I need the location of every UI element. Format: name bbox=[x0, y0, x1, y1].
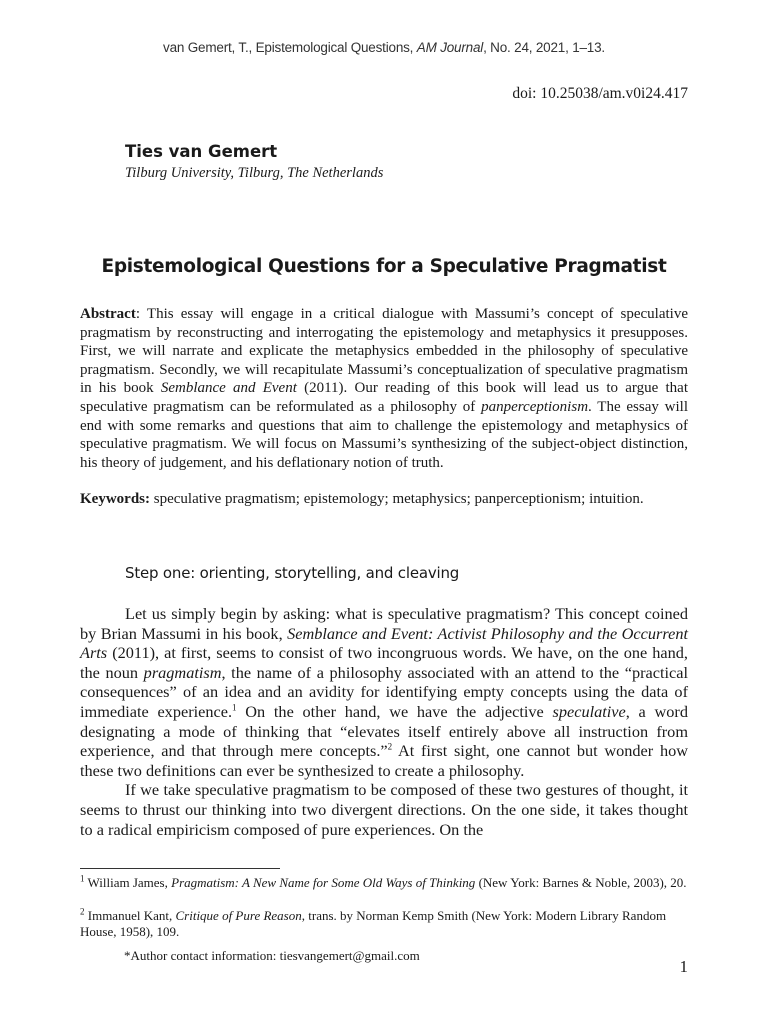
author-contact bbox=[124, 948, 420, 964]
body-paragraph: If we take speculative pragmatism to be composed of these two gestures of thought, it seems to thrust our thinking into two divergent directions. On the one side, it takes thought to a radical empiricism composed of pure experiences. On the bbox=[80, 780, 688, 839]
body-term: pragmatism bbox=[143, 662, 222, 682]
author-affiliation: Tilburg University, Tilburg, The Netherlands bbox=[125, 165, 384, 181]
abstract-text: : This essay will engage in a critical dialogue with Massumi’s concept of speculative pragmatism by reconstructing and interrogating the epistemology and metaphysics it presupposes. First, we will narrate and explicate the metaphysics embedded in the philosophy of speculative pragmatism. Secondly, we will recapitulate Massumi’s conceptualization of speculative pragmatism in his book bbox=[80, 306, 688, 397]
abstract-text: . The essay will end with some remarks and questions that aim to challenge the epistemology and metaphysics of speculative pragmatism. We will focus on Massumi’s synthesizing of the subject-object distinction, his theory of judgement, and his deflationary notion of truth. bbox=[80, 398, 689, 471]
abstract bbox=[80, 305, 688, 472]
footnote-text: (New York: Barnes & Noble, 2003), 20. bbox=[475, 875, 687, 890]
body-term: speculative bbox=[552, 701, 626, 721]
abstract-term: panperceptionism bbox=[481, 398, 589, 415]
contact-email[interactable]: tiesvangemert@gmail.com bbox=[279, 948, 420, 963]
body-text-run: (2011), at first, seems to consist of two incongruous words. We have, on the one hand, the noun bbox=[80, 643, 688, 682]
body-text bbox=[80, 604, 688, 839]
footnote-number: 2 bbox=[80, 906, 85, 917]
body-text-run: At first sight, one cannot but wonder how these two definitions can ever be synthesized to create a philosophy. bbox=[80, 741, 688, 780]
body-text-run: On the other hand, we have the adjective bbox=[236, 701, 553, 721]
footnote-ref[interactable]: 2 bbox=[387, 741, 393, 752]
body-text-run: , the name of a philosophy associated with an attend to the “practical consequences” of an idea and an avidity for identifying empty concepts using the data of immediate experience. bbox=[80, 662, 688, 721]
footnote-1 bbox=[80, 875, 688, 891]
footnote-number: 1 bbox=[80, 873, 85, 884]
abstract-label: Abstract bbox=[80, 306, 136, 322]
abstract-text: (2011). Our reading of this book will lead us to argue that speculative pragmatism can be reformulated as a philosophy of bbox=[80, 380, 688, 415]
contact-label: *Author contact information: bbox=[124, 948, 280, 963]
running-header-citation: van Gemert, T., Epistemological Questions, bbox=[163, 40, 417, 55]
running-header bbox=[0, 40, 768, 55]
body-text-run: Let us simply begin by asking: what is speculative pragmatism? This concept coined by Brian Massumi in his book, bbox=[80, 604, 688, 643]
footnote-text: Immanuel Kant, bbox=[84, 908, 176, 923]
doi: doi: 10.25038/am.v0i24.417 bbox=[512, 85, 688, 102]
keywords bbox=[80, 490, 688, 509]
body-paragraph bbox=[80, 604, 688, 780]
footnote-title: Critique of Pure Reason bbox=[175, 908, 302, 923]
section-heading: Step one: orienting, storytelling, and cleaving bbox=[125, 564, 460, 582]
footnote-title: Pragmatism: A New Name for Some Old Ways of Thinking bbox=[171, 875, 476, 890]
footnote-text: William James, bbox=[84, 875, 172, 890]
running-header-issue: , No. 24, 2021, 1–13. bbox=[483, 40, 605, 55]
footnote-divider bbox=[80, 868, 280, 869]
journal-name: AM Journal bbox=[416, 40, 484, 55]
footnote-2 bbox=[80, 908, 688, 940]
keywords-text: speculative pragmatism; epistemology; metaphysics; panperceptionism; intuition. bbox=[150, 491, 644, 507]
page-number: 1 bbox=[679, 957, 688, 976]
abstract-book-title: Semblance and Event bbox=[160, 380, 297, 397]
paper-title: Epistemological Questions for a Speculative Pragmatist bbox=[101, 256, 667, 277]
keywords-label: Keywords: bbox=[80, 491, 150, 507]
author-name: Ties van Gemert bbox=[125, 142, 278, 161]
footnote-ref[interactable]: 1 bbox=[232, 702, 237, 713]
footnote-text: , trans. by Norman Kemp Smith (New York: Modern Library Random House, 1958), 109. bbox=[80, 908, 667, 939]
body-book-title: Semblance and Event: Activist Philosophy and the Occurrent Arts bbox=[80, 623, 688, 663]
body-text-run: , a word designating a mode of thinking that “elevates itself entirely above all instruction from experience, and that through mere concepts.” bbox=[80, 701, 688, 761]
